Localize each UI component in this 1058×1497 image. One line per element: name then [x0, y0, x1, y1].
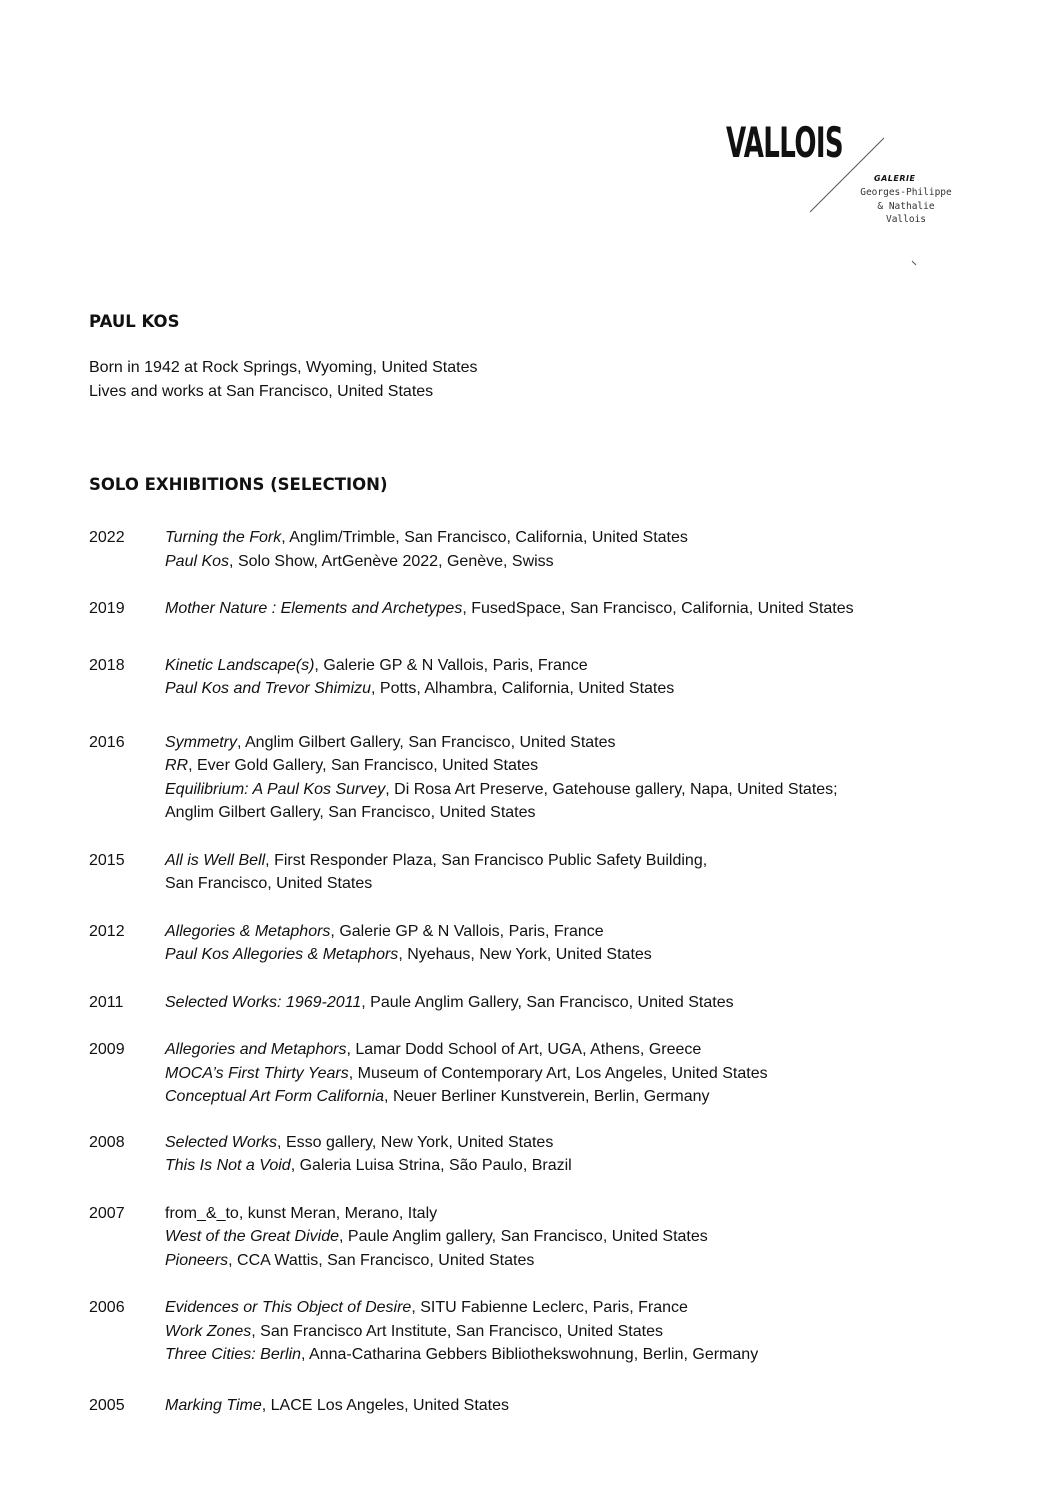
exhibition-title: Selected Works: 1969-2011 [165, 993, 362, 1011]
exhibition-entry [165, 1320, 989, 1344]
exhibition-venue: , Galeria Luisa Strina, São Paulo, Brazil [290, 1157, 572, 1174]
exhibition-venue: , FusedSpace, San Francisco, California, United States [462, 600, 854, 617]
exhibition-venue: , Museum of Contemporary Art, Los Angeles, United States [348, 1064, 768, 1082]
exhibition-entries [165, 991, 989, 1015]
exhibition-entry [165, 943, 989, 967]
exhibition-entries [165, 526, 989, 573]
exhibition-entry [165, 677, 989, 701]
exhibition-entry [165, 731, 989, 755]
exhibition-title: Allegories and Metaphors [165, 1041, 347, 1058]
exhibition-entry [165, 1202, 989, 1226]
solo-heading-section [89, 475, 387, 494]
exhibition-venue: , Neuer Berliner Kunstverein, Berlin, Germany [384, 1088, 710, 1105]
artist-lives: Lives and works at San Francisco, United States [89, 383, 434, 400]
exhibition-year: 2006 [89, 1299, 125, 1316]
exhibition-year: 2022 [89, 529, 125, 546]
exhibition-venue: , Galerie GP & N Vallois, Paris, France [314, 656, 588, 674]
logo-names [858, 186, 954, 227]
exhibition-venue: , Lamar Dodd School of Art, UGA, Athens, Greece [346, 1041, 702, 1058]
exhibition-title: Marking Time [165, 1396, 262, 1414]
exhibition-entry [165, 991, 989, 1015]
exhibition-year-row [89, 991, 989, 1015]
artist-name-section [89, 312, 179, 331]
exhibition-title: Kinetic Landscape(s) [165, 656, 315, 674]
gallery-logo [718, 118, 958, 268]
exhibition-year: 2011 [89, 993, 124, 1011]
exhibition-year-row [89, 1394, 989, 1418]
exhibition-year-row [89, 920, 989, 967]
exhibition-entry [165, 1131, 989, 1155]
exhibition-entry [165, 1062, 989, 1086]
exhibition-title: Paul Kos and Trevor Shimizu [165, 680, 372, 697]
exhibition-venue: , Nyehaus, New York, United States [398, 946, 652, 963]
exhibition-entries [165, 1296, 989, 1367]
exhibition-venue: , San Francisco Art Institute, San Francisco, United States [251, 1322, 663, 1340]
exhibition-title: Mother Nature : Elements and Archetypes [165, 600, 463, 617]
exhibition-entry [165, 872, 989, 896]
exhibition-title: All is Well Bell [165, 851, 266, 869]
exhibition-entry [165, 654, 989, 678]
exhibition-venue: , Paule Anglim Gallery, San Francisco, United States [361, 993, 734, 1011]
exhibition-entry [165, 849, 989, 873]
exhibition-year: 2012 [89, 922, 125, 940]
exhibition-year: 2019 [89, 600, 125, 617]
exhibition-title: Paul Kos [165, 552, 230, 570]
exhibition-title: Evidences or This Object of Desire [165, 1299, 412, 1316]
solo-exhibitions-heading: SOLO EXHIBITIONS (SELECTION) [89, 475, 388, 494]
exhibition-entry [165, 526, 989, 550]
exhibition-year-row [89, 654, 989, 701]
exhibition-title: Turning the Fork [165, 529, 282, 546]
exhibition-title: Paul Kos Allegories & Metaphors [165, 946, 399, 963]
exhibition-venue: , Galerie GP & N Vallois, Paris, France [330, 922, 604, 940]
exhibition-entry [165, 1154, 989, 1178]
exhibition-title: Three Cities: Berlin [165, 1346, 302, 1363]
exhibition-title: West of the Great Divide [165, 1228, 339, 1245]
exhibition-venue: , Anna-Catharina Gebbers Bibliothekswohnung, Berlin, Germany [301, 1346, 759, 1363]
exhibition-entries [165, 731, 989, 825]
exhibition-title: Conceptual Art Form California [165, 1088, 385, 1105]
artist-name: PAUL KOS [89, 312, 180, 331]
solo-exhibitions-list [89, 526, 989, 1417]
artist-born: Born in 1942 at Rock Springs, Wyoming, United States [89, 359, 478, 376]
exhibition-year-row [89, 731, 989, 825]
exhibition-entries [165, 654, 989, 701]
exhibition-title: Equilibrium: A Paul Kos Survey [165, 780, 386, 798]
exhibition-entry [165, 1394, 989, 1418]
logo-name-line: Georges-Philippe [860, 187, 952, 198]
logo-wordmark: VALLOIS [726, 118, 844, 167]
exhibition-year-row [89, 597, 989, 621]
exhibition-entries [165, 849, 989, 896]
exhibition-year: 2015 [89, 851, 125, 869]
exhibition-venue: , Esso gallery, New York, United States [277, 1133, 554, 1151]
exhibition-venue: San Francisco, United States [165, 875, 373, 892]
exhibition-year-row [89, 1038, 989, 1109]
artist-bio [89, 356, 478, 404]
exhibition-entry [165, 920, 989, 944]
exhibition-year-row [89, 526, 989, 573]
exhibition-entries [165, 1202, 989, 1273]
exhibition-year-row [89, 1131, 989, 1178]
exhibition-entry [165, 1038, 989, 1062]
exhibition-year-row [89, 1296, 989, 1367]
exhibition-entry [165, 1296, 989, 1320]
exhibition-entry [165, 1249, 989, 1273]
exhibition-entries [165, 597, 989, 621]
exhibition-venue: , First Responder Plaza, San Francisco Public Safety Building, [265, 851, 708, 869]
exhibition-entry [165, 550, 989, 574]
exhibition-title: Allegories & Metaphors [165, 922, 331, 940]
exhibition-year: 2008 [89, 1133, 125, 1151]
exhibition-title: Pioneers [165, 1251, 229, 1269]
logo-name-line: Vallois [885, 214, 927, 225]
exhibition-entries [165, 920, 989, 967]
exhibition-venue: from_&_to, kunst Meran, Merano, Italy [165, 1204, 438, 1222]
exhibition-entry [165, 1343, 989, 1367]
exhibition-year: 2016 [89, 733, 125, 751]
exhibition-entry [165, 801, 989, 825]
exhibition-entry [165, 754, 989, 778]
exhibition-venue: Anglim Gilbert Gallery, San Francisco, United States [165, 804, 536, 821]
exhibition-entries [165, 1131, 989, 1178]
exhibition-venue: , Anglim Gilbert Gallery, San Francisco, United States [237, 733, 616, 751]
exhibition-year: 2018 [89, 656, 125, 674]
exhibition-venue: , CCA Wattis, San Francisco, United States [228, 1251, 535, 1269]
exhibition-year-row [89, 1202, 989, 1273]
exhibition-year: 2007 [89, 1204, 125, 1222]
exhibition-venue: , Anglim/Trimble, San Francisco, California, United States [281, 529, 688, 546]
exhibition-title: Selected Works [165, 1133, 278, 1151]
exhibition-entry [165, 1225, 989, 1249]
exhibition-venue: , Potts, Alhambra, California, United States [371, 680, 675, 697]
exhibition-venue: , Di Rosa Art Preserve, Gatehouse gallery, Napa, United States; [385, 780, 838, 798]
exhibition-year: 2005 [89, 1396, 125, 1414]
exhibition-title: This Is Not a Void [165, 1157, 291, 1174]
exhibition-venue: , Solo Show, ArtGenève 2022, Genève, Swiss [229, 552, 554, 570]
exhibition-year-row [89, 849, 989, 896]
exhibition-title: Symmetry [165, 733, 237, 751]
exhibition-entries [165, 1394, 989, 1418]
exhibition-title: Work Zones [165, 1322, 252, 1340]
exhibition-venue: , Paule Anglim gallery, San Francisco, United States [339, 1228, 708, 1245]
exhibition-entry [165, 778, 989, 802]
logo-name-line: & Nathalie [877, 200, 935, 212]
exhibition-title: RR [165, 757, 189, 774]
exhibition-year: 2009 [89, 1041, 125, 1058]
exhibition-title: MOCA’s First Thirty Years [165, 1064, 349, 1082]
exhibition-venue: , SITU Fabienne Leclerc, Paris, France [411, 1299, 688, 1316]
exhibition-venue: , Ever Gold Gallery, San Francisco, United States [188, 757, 539, 774]
exhibition-entry [165, 597, 989, 621]
exhibition-entries [165, 1038, 989, 1109]
exhibition-venue: , LACE Los Angeles, United States [261, 1396, 510, 1414]
exhibition-entry [165, 1085, 989, 1109]
logo-galerie-label: GALERIE [874, 174, 916, 183]
